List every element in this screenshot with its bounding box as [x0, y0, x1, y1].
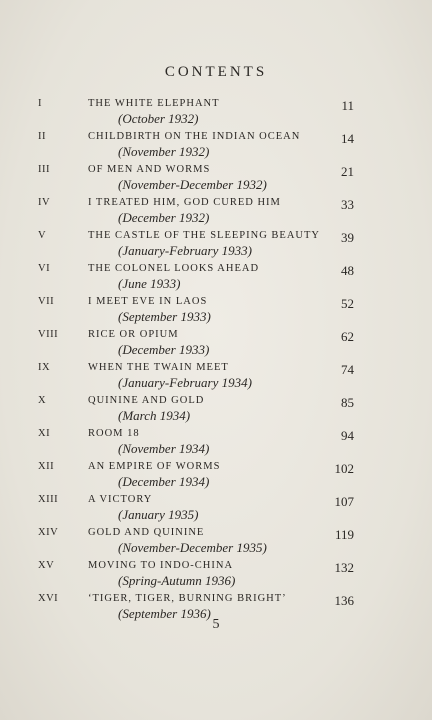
chapter-title: ROOM 18: [88, 428, 140, 439]
chapter-date: (November 1934): [118, 441, 210, 456]
chapter-page: 52: [341, 296, 354, 311]
contents-entry: [0, 525, 432, 558]
contents-entry: [0, 459, 432, 492]
chapter-page: 33: [341, 197, 354, 212]
chapter-title: THE WHITE ELEPHANT: [88, 98, 220, 109]
chapter-date: (Spring-Autumn 1936): [118, 573, 236, 588]
chapter-page: 85: [341, 395, 354, 410]
chapter-title: I MEET EVE IN LAOS: [88, 296, 208, 307]
chapter-page: 94: [341, 428, 354, 443]
chapter-title: I TREATED HIM, GOD CURED HIM: [88, 197, 281, 208]
chapter-number: IV: [38, 197, 51, 208]
page-folio: 5: [212, 617, 220, 632]
chapter-number: VII: [38, 296, 55, 307]
contents-entry: [0, 228, 432, 261]
chapter-page: 14: [341, 131, 354, 146]
chapter-page: 102: [334, 461, 354, 476]
contents-entry: [0, 327, 432, 360]
chapter-title: WHEN THE TWAIN MEET: [88, 362, 229, 373]
contents-entry: [0, 96, 432, 129]
contents-list: [0, 96, 432, 624]
chapter-number: XI: [38, 428, 51, 439]
chapter-date: (November 1932): [118, 144, 210, 159]
chapter-page: 107: [334, 494, 354, 509]
chapter-date: (January-February 1934): [118, 375, 252, 390]
contents-entry: [0, 294, 432, 327]
chapter-title: THE COLONEL LOOKS AHEAD: [88, 263, 260, 274]
chapter-page: 48: [341, 263, 354, 278]
contents-entry: [0, 558, 432, 591]
contents-entry: [0, 261, 432, 294]
chapter-number: I: [38, 98, 42, 109]
contents-entry: [0, 426, 432, 459]
chapter-title: CHILDBIRTH ON THE INDIAN OCEAN: [88, 131, 301, 142]
chapter-date: (October 1932): [118, 111, 199, 126]
contents-entry: [0, 129, 432, 162]
chapter-title: MOVING TO INDO-CHINA: [88, 560, 234, 571]
chapter-date: (September 1933): [118, 309, 211, 324]
chapter-number: XV: [38, 560, 55, 571]
chapter-date: (September 1936): [118, 606, 211, 621]
contents-entry: [0, 195, 432, 228]
chapter-page: 21: [341, 164, 354, 179]
chapter-page: 132: [334, 560, 354, 575]
chapter-page: 62: [341, 329, 354, 344]
chapter-date: (November-December 1935): [118, 540, 267, 555]
chapter-number: X: [38, 395, 47, 406]
chapter-title: AN EMPIRE OF WORMS: [88, 461, 221, 472]
chapter-date: (December 1933): [118, 342, 210, 357]
contents-heading: CONTENTS: [164, 64, 268, 80]
chapter-title: RICE OR OPIUM: [88, 329, 179, 340]
chapter-number: III: [38, 164, 50, 175]
contents-entry: [0, 393, 432, 426]
chapter-number: VIII: [38, 329, 59, 340]
chapter-page: 136: [334, 593, 354, 608]
chapter-date: (December 1932): [118, 210, 210, 225]
chapter-number: XVI: [38, 593, 59, 604]
chapter-number: XIII: [38, 494, 59, 505]
chapter-date: (January-February 1933): [118, 243, 252, 258]
chapter-number: V: [38, 230, 47, 241]
contents-entry: [0, 492, 432, 525]
chapter-title: ‘TIGER, TIGER, BURNING BRIGHT’: [88, 593, 287, 604]
chapter-date: (March 1934): [118, 408, 191, 423]
chapter-title: A VICTORY: [88, 494, 153, 505]
contents-entry: [0, 360, 432, 393]
chapter-page: 119: [334, 527, 354, 542]
chapter-date: (November-December 1932): [118, 177, 267, 192]
chapter-date: (June 1933): [118, 276, 181, 291]
chapter-date: (January 1935): [118, 507, 199, 522]
contents-entry: [0, 162, 432, 195]
chapter-number: XIV: [38, 527, 59, 538]
chapter-number: IX: [38, 362, 51, 373]
chapter-page: 11: [341, 98, 354, 113]
chapter-title: THE CASTLE OF THE SLEEPING BEAUTY: [88, 230, 321, 241]
chapter-title: GOLD AND QUININE: [88, 527, 205, 538]
chapter-date: (December 1934): [118, 474, 210, 489]
chapter-number: VI: [38, 263, 51, 274]
chapter-page: 39: [341, 230, 354, 245]
chapter-title: QUININE AND GOLD: [88, 395, 205, 406]
chapter-title: OF MEN AND WORMS: [88, 164, 211, 175]
chapter-page: 74: [341, 362, 354, 377]
chapter-number: XII: [38, 461, 55, 472]
chapter-number: II: [38, 131, 46, 142]
